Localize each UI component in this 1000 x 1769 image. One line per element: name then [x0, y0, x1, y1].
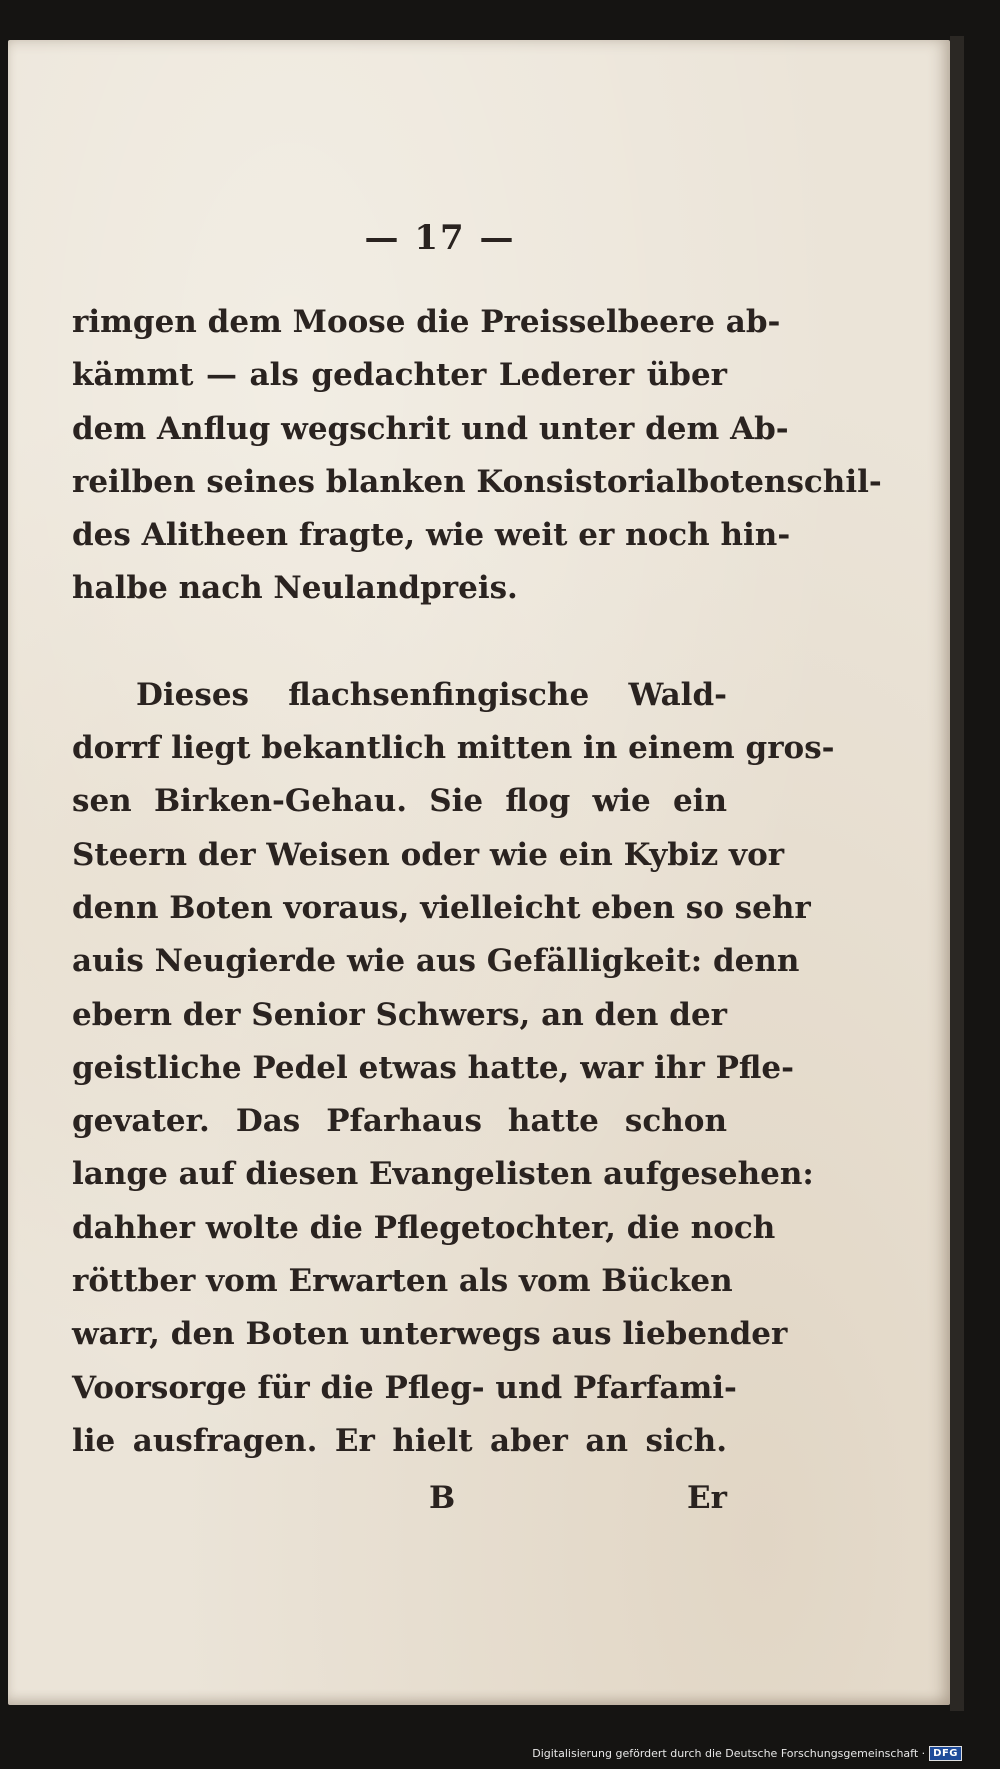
- page-foot: [72, 1480, 727, 1530]
- text-line: ebern der Senior Schwers, an den der: [72, 996, 727, 1033]
- paragraph-2: [72, 669, 835, 1468]
- signature-mark: B: [429, 1480, 456, 1516]
- text-line: auis Neugierde wie aus Gefälligkeit: denn: [72, 943, 800, 980]
- catchword: Er: [687, 1480, 727, 1516]
- text-line: geistliche Pedel etwas hatte, war ihr Pfle-: [72, 1049, 795, 1086]
- text-line: gevater. Das Pfarhaus hatte schon: [72, 1103, 727, 1140]
- text-line: reilben seines blanken Konsistorialbotenschil-: [72, 463, 882, 500]
- paragraph-gap: [72, 616, 727, 669]
- text-line: rimgen dem Moose die Preisselbeere ab-: [72, 304, 781, 340]
- text-line: sen Birken-Gehau. Sie flog wie ein: [72, 783, 727, 820]
- page-number: — 17 —: [364, 218, 516, 258]
- credit-text: Digitalisierung gefördert durch die Deutsche Forschungsgemeinschaft ·: [532, 1747, 926, 1760]
- text-line: dorrf liegt bekantlich mitten in einem gros-: [72, 730, 835, 767]
- paragraph-1: [72, 296, 882, 616]
- text-line: dem Anflug wegschrit und unter dem Ab-: [72, 410, 789, 447]
- text-line: kämmt — als gedachter Lederer über: [72, 357, 727, 394]
- text-line: lange auf diesen Evangelisten aufgesehen:: [72, 1156, 814, 1193]
- dfg-logo: DFG: [929, 1746, 962, 1761]
- page-edge: [950, 36, 964, 1711]
- text-line: röttber vom Erwarten als vom Bücken: [72, 1263, 733, 1300]
- text-line: des Alitheen fragte, wie weit er noch hin-: [72, 517, 791, 554]
- text-line: lie ausfragen. Er hielt aber an sich.: [72, 1422, 727, 1459]
- text-line: Voorsorge für die Pfleg- und Pfarfami-: [72, 1369, 737, 1406]
- text-line: warr, den Boten unterwegs aus liebender: [72, 1316, 788, 1353]
- body-text: [72, 296, 882, 1468]
- text-line: Dieses flachsenfingische Wald-: [136, 676, 727, 713]
- text-line: denn Boten voraus, vielleicht eben so sehr: [72, 889, 811, 926]
- digitization-credit: [532, 1746, 962, 1761]
- text-line: Steern der Weisen oder wie ein Kybiz vor: [72, 836, 785, 873]
- text-line: dahher wolte die Pflegetochter, die noch: [72, 1209, 776, 1246]
- text-line: halbe nach Neulandpreis.: [72, 570, 518, 607]
